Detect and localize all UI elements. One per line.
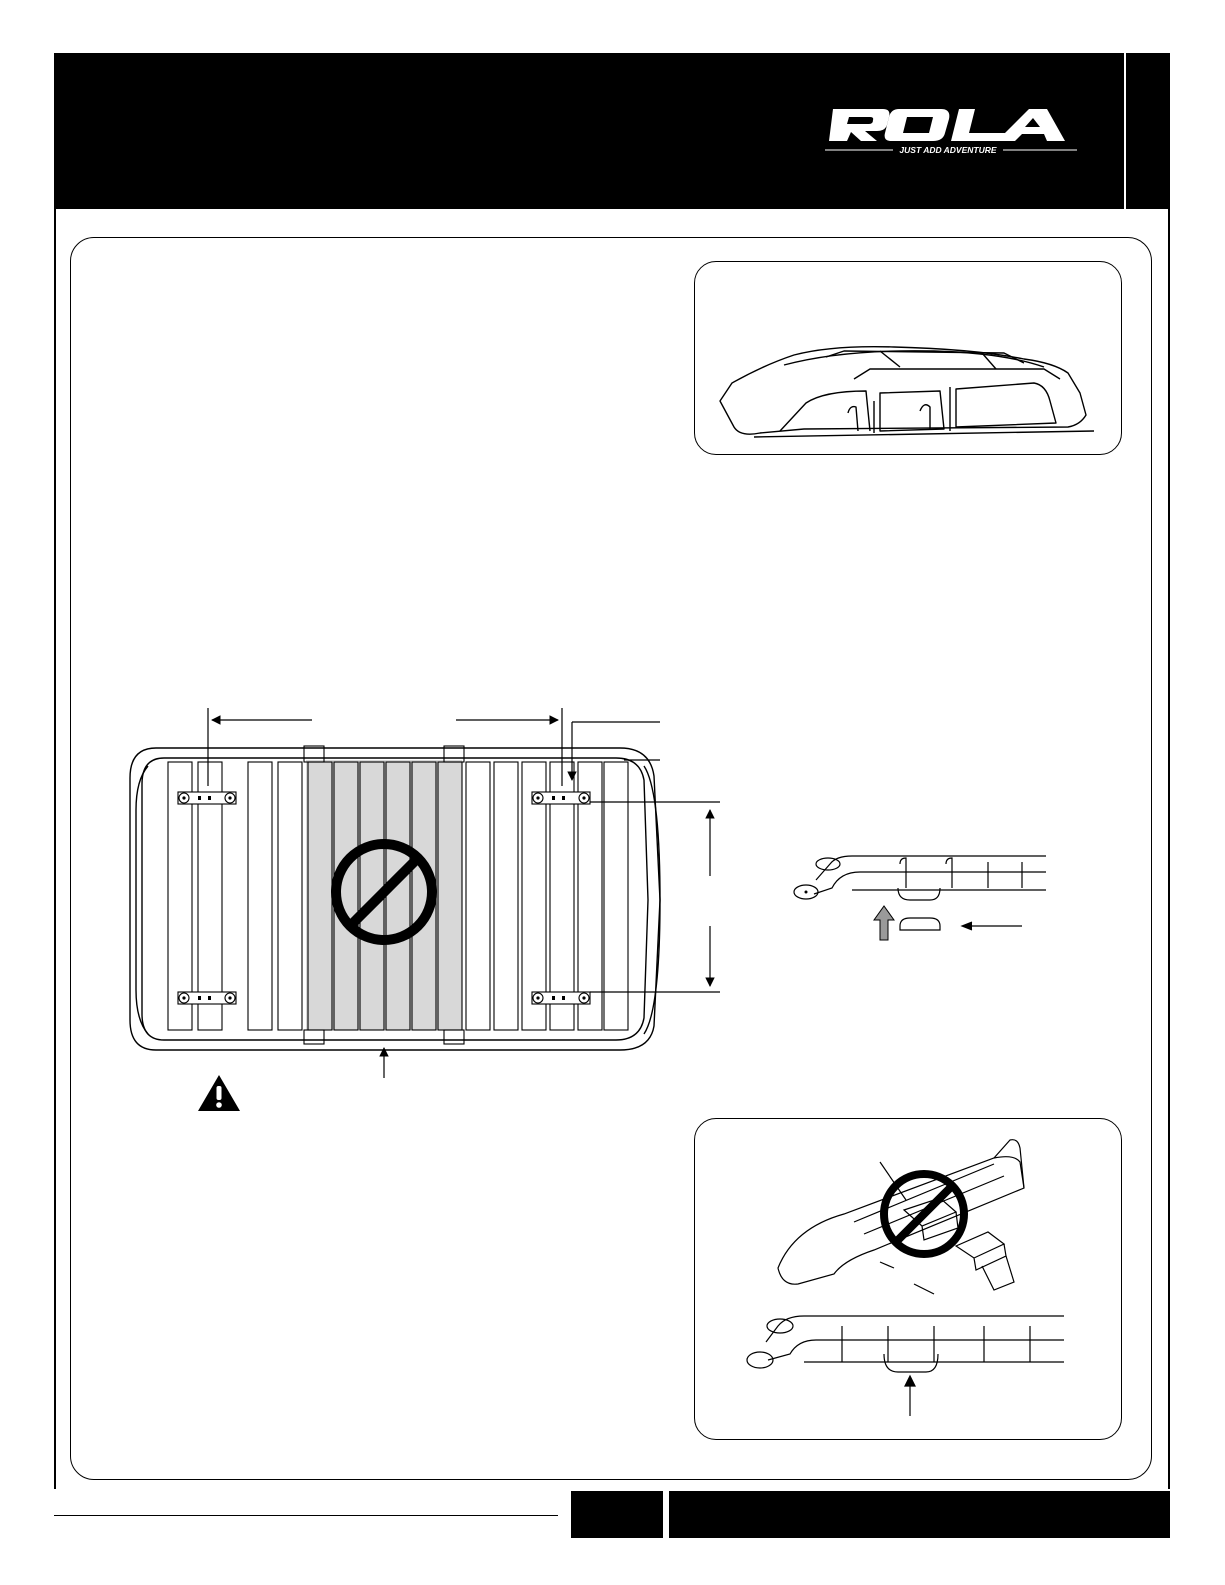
warning-triangle-icon	[196, 1073, 242, 1113]
brand-logo	[825, 103, 1085, 159]
rail-clip-caution-diagram	[694, 1118, 1122, 1440]
vehicle-roof-illustration	[694, 261, 1122, 455]
footer-band	[669, 1491, 1170, 1538]
footer-page-tab	[571, 1491, 663, 1538]
roof-basket-diagram	[120, 700, 740, 1100]
brand-tagline: JUST ADD ADVENTURE	[899, 145, 997, 155]
rail-clip-detail	[790, 848, 1050, 948]
footer-rule	[54, 1515, 558, 1516]
up-arrow-icon	[874, 906, 894, 940]
header-divider	[1124, 53, 1126, 209]
